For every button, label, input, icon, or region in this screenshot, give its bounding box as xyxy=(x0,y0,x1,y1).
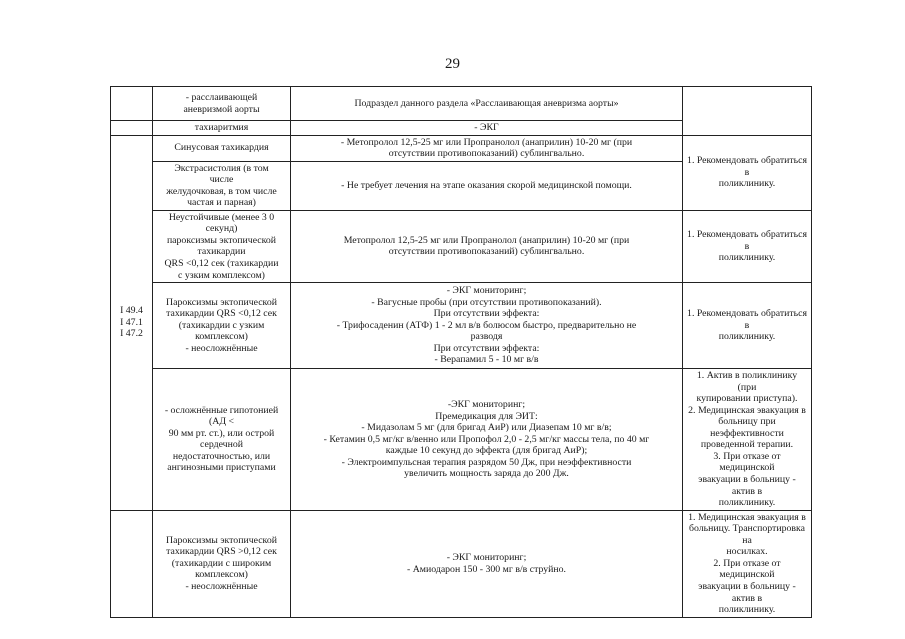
treatment-cell: - ЭКГ xyxy=(291,121,683,136)
table-row xyxy=(111,210,812,282)
table-row xyxy=(111,510,812,617)
condition-cell: Пароксизмы эктопической тахикардии QRS <0,12 сек (тахикардии с узким комплексом) - неосложнённые xyxy=(153,283,291,369)
treatment-cell: - Не требует лечения на этапе оказания скорой медицинской помощи. xyxy=(291,161,683,210)
treatment-cell: Подраздел данного раздела «Расслаивающая аневризма аорты» xyxy=(291,87,683,121)
condition-cell: Пароксизмы эктопической тахикардии QRS >0,12 сек (тахикардии с широким комплексом) - неосложнённые xyxy=(153,510,291,617)
treatment-cell: - Метопролол 12,5-25 мг или Пропранолол (анаприлин) 10-20 мг (при отсутствии противопоказаний) сублингвально. xyxy=(291,135,683,161)
code-cell: I 49.4 I 47.1 I 47.2 xyxy=(111,135,153,510)
code-cell xyxy=(111,87,153,121)
recommendation-cell: 1. Медицинская эвакуация в больницу. Транспортировка на носилках. 2. При отказе от медицинской эвакуации в больницу - актив в поликлинику. xyxy=(683,510,812,617)
recommendation-cell: 1. Актив в поликлинику (при купировании приступа). 2. Медицинская эвакуация в больницу при неэффективности проведенной терапии. 3. При отказе от медицинской эвакуации в больницу - актив в поликлинику. xyxy=(683,369,812,511)
condition-cell: Неустойчивые (менее 3 0 секунд) пароксизмы эктопической тахикардии QRS <0,12 сек (тахикардии с узким комплексом) xyxy=(153,210,291,282)
treatment-cell: - ЭКГ мониторинг; - Вагусные пробы (при отсутствии противопоказаний). При отсутствии эффекта: - Трифосаденин (АТФ) 1 - 2 мл в/в болюсом быстро, предварительно не разводя При отсутствии эффекта: - Верапамил 5 - 10 мг в/в xyxy=(291,283,683,369)
condition-cell: Синусовая тахикардия xyxy=(153,135,291,161)
recommendation-cell: 1. Рекомендовать обратиться в поликлинику. xyxy=(683,210,812,282)
page-number: 29 xyxy=(445,56,460,72)
recommendation-cell: 1. Рекомендовать обратиться в поликлинику. xyxy=(683,283,812,369)
code-cell xyxy=(111,510,153,617)
protocol-table xyxy=(110,86,812,618)
table-row xyxy=(111,369,812,511)
condition-cell: тахиаритмия xyxy=(153,121,291,136)
condition-cell: - осложнённые гипотонией (АД < 90 мм рт. ст.), или острой сердечной недостаточностью, или ангинозными приступами xyxy=(153,369,291,511)
condition-cell: - расслаивающей аневризмой аорты xyxy=(153,87,291,121)
treatment-cell: - ЭКГ мониторинг; - Амиодарон 150 - 300 мг в/в струйно. xyxy=(291,510,683,617)
treatment-cell: Метопролол 12,5-25 мг или Пропранолол (анаприлин) 10-20 мг (при отсутствии противопоказаний) сублингвально. xyxy=(291,210,683,282)
table-row xyxy=(111,283,812,369)
condition-cell: Экстрасистолия (в том числе желудочковая, в том числе частая и парная) xyxy=(153,161,291,210)
treatment-cell: -ЭКГ мониторинг; Премедикация для ЭИТ: - Мидазолам 5 мг (для бригад АиР) или Диазепам 10 мг в/в; - Кетамин 0,5 мг/кг в/венно или Пропофол 2,0 - 2,5 мг/кг массы тела, по 40 мг каждые 10 секунд до эффекта (для бригад АиР); - Электроимпульсная терапия разрядом 50 Дж, при неэффективности увеличить мощность заряда до 200 Дж. xyxy=(291,369,683,511)
table-row xyxy=(111,87,812,121)
table-row xyxy=(111,135,812,161)
recommendation-cell xyxy=(683,87,812,136)
code-cell xyxy=(111,121,153,136)
recommendation-cell: 1. Рекомендовать обратиться в поликлинику. xyxy=(683,135,812,210)
